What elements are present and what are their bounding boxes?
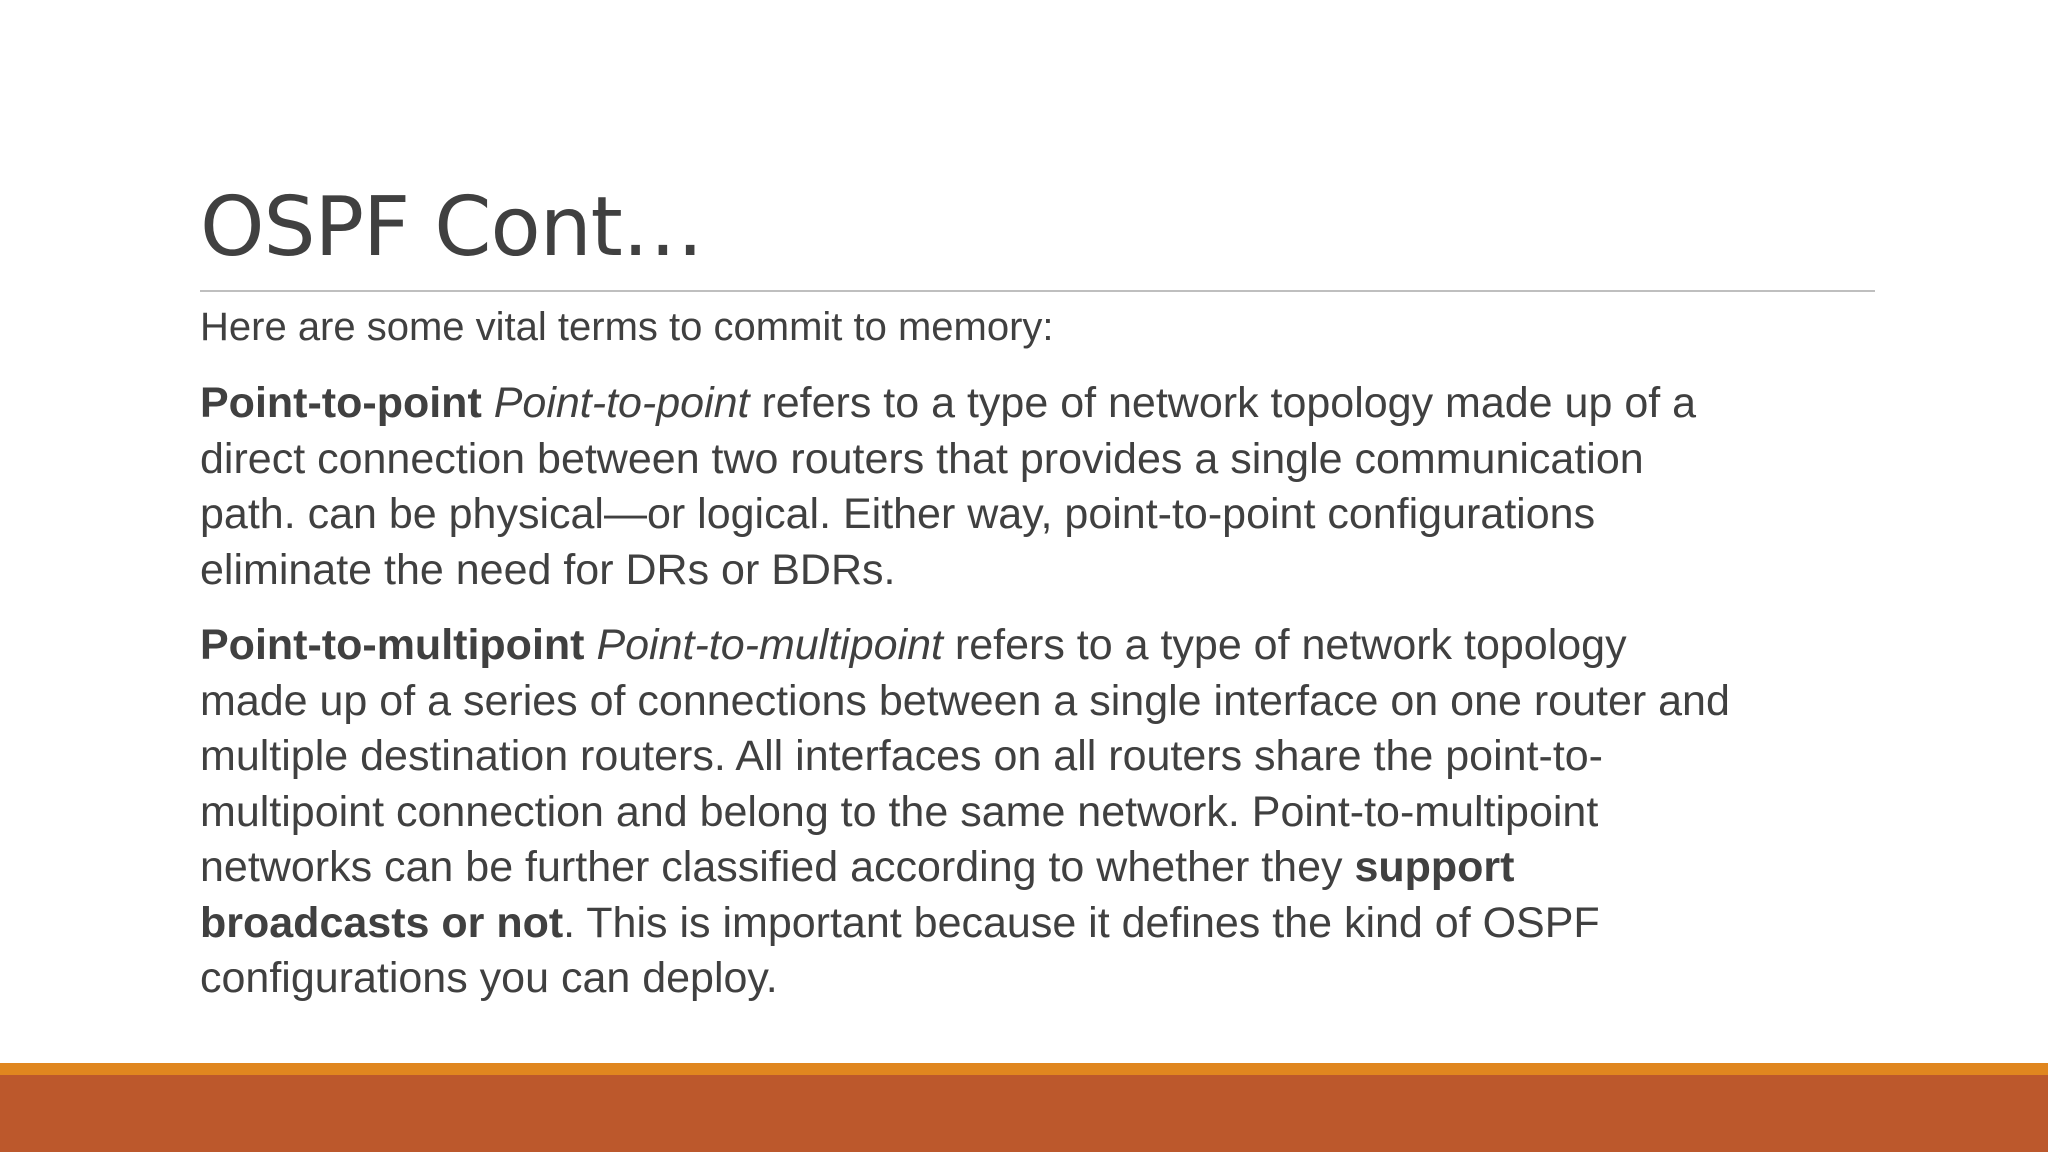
p2p-term-italic: Point-to-point bbox=[493, 379, 750, 427]
p2mp-line-4: multipoint connection and belong to the same network. Point-to-multipoint bbox=[200, 787, 1599, 836]
p2mp-line-5-bold: support bbox=[1354, 843, 1515, 891]
footer-accent-stripe bbox=[0, 1063, 2048, 1075]
p2mp-term: Point-to-multipoint bbox=[200, 621, 585, 669]
intro-text: Here are some vital terms to commit to memory: bbox=[200, 305, 1054, 349]
p2mp-line-3: multiple destination routers. All interfaces on all routers share the point-to- bbox=[200, 732, 1604, 780]
footer-band bbox=[0, 1075, 2048, 1152]
p2p-line-1-rest: refers to a type of network topology made up of a bbox=[749, 379, 1697, 427]
slide-body bbox=[200, 300, 1880, 1027]
p2mp-line-6-rest: . This is important because it defines the kind of OSPF bbox=[563, 898, 1600, 947]
p2mp-line-6 bbox=[200, 896, 1880, 952]
p2p-line-1 bbox=[200, 376, 1880, 432]
p2mp-line-5 bbox=[200, 840, 1880, 896]
p2p-line-2: direct connection between two routers that provides a single communication bbox=[200, 434, 1644, 483]
p2mp-term-italic: Point-to-multipoint bbox=[596, 621, 943, 669]
p2mp-line-7: configurations you can deploy. bbox=[200, 954, 778, 1002]
p2mp-line-1-rest: refers to a type of network topology bbox=[942, 621, 1627, 669]
p2mp-line-2: made up of a series of connections between a single interface on one router and bbox=[200, 676, 1730, 725]
p2p-term: Point-to-point bbox=[200, 379, 482, 427]
title-divider bbox=[200, 290, 1875, 292]
p2p-line-4: eliminate the need for DRs or BDRs. bbox=[200, 545, 896, 594]
p2p-line-3: path. can be physical—or logical. Either way, point-to-point configurations bbox=[200, 490, 1596, 538]
point-to-point-paragraph bbox=[200, 376, 1880, 598]
slide-title: OSPF Cont… bbox=[200, 180, 703, 275]
p2mp-line-5-pre: networks can be further classified according to whether they bbox=[200, 843, 1355, 891]
p2mp-line-6-bold: broadcasts or not bbox=[200, 898, 564, 947]
point-to-multipoint-paragraph bbox=[200, 618, 1880, 1007]
p2mp-line-1 bbox=[200, 618, 1880, 674]
